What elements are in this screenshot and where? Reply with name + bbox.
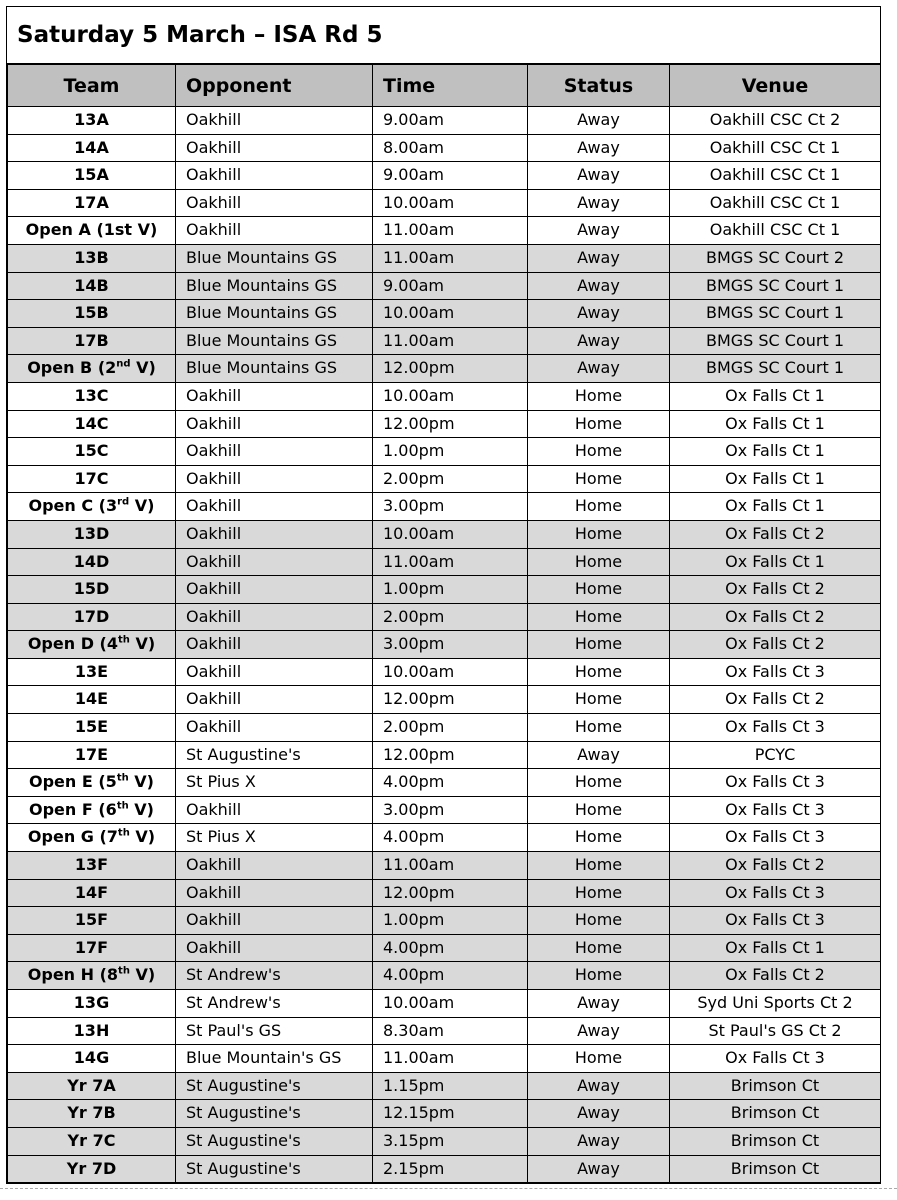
column-header-status: Status xyxy=(528,65,670,107)
team-name: Yr 7A xyxy=(67,1075,116,1095)
venue-cell: Ox Falls Ct 2 xyxy=(670,576,881,604)
venue-cell: Ox Falls Ct 1 xyxy=(670,548,881,576)
team-name: 17B xyxy=(74,330,109,350)
team-cell xyxy=(8,796,176,824)
opponent-cell: Oakhill xyxy=(176,852,373,880)
team-cell xyxy=(8,852,176,880)
table-row xyxy=(8,355,881,383)
team-cell xyxy=(8,107,176,135)
time-cell: 12.00pm xyxy=(373,410,528,438)
venue-cell: Ox Falls Ct 2 xyxy=(670,520,881,548)
team-name: 13G xyxy=(73,993,110,1012)
team-name: Yr 7C xyxy=(67,1130,116,1150)
status-cell: Home xyxy=(528,1045,670,1073)
opponent-cell: Blue Mountains GS xyxy=(176,355,373,383)
team-name: 13H xyxy=(73,1020,110,1040)
table-row xyxy=(8,438,881,466)
time-cell: 8.00am xyxy=(373,134,528,162)
opponent-cell: St Pius X xyxy=(176,769,373,797)
status-cell: Home xyxy=(528,410,670,438)
team-cell xyxy=(8,134,176,162)
time-cell: 1.00pm xyxy=(373,438,528,466)
team-cell xyxy=(8,465,176,493)
opponent-cell: Oakhill xyxy=(176,493,373,521)
team-name: 14B xyxy=(74,275,109,295)
table-row xyxy=(8,658,881,686)
venue-cell: Brimson Ct xyxy=(670,1072,881,1100)
status-cell: Away xyxy=(528,244,670,272)
venue-cell: Ox Falls Ct 1 xyxy=(670,382,881,410)
table-row xyxy=(8,769,881,797)
status-cell: Away xyxy=(528,134,670,162)
status-cell: Home xyxy=(528,658,670,686)
page-break-divider xyxy=(0,1188,897,1189)
time-cell: 4.00pm xyxy=(373,934,528,962)
venue-cell: Ox Falls Ct 2 xyxy=(670,603,881,631)
status-cell: Away xyxy=(528,189,670,217)
team-cell xyxy=(8,934,176,962)
status-cell: Away xyxy=(528,1155,670,1183)
time-cell: 12.00pm xyxy=(373,879,528,907)
table-row xyxy=(8,1017,881,1045)
table-row xyxy=(8,934,881,962)
time-cell: 12.00pm xyxy=(373,741,528,769)
team-cell xyxy=(8,1045,176,1073)
time-cell: 1.15pm xyxy=(373,1072,528,1100)
team-name: 17D xyxy=(73,606,110,626)
status-cell: Away xyxy=(528,355,670,383)
table-row xyxy=(8,272,881,300)
time-cell: 1.00pm xyxy=(373,576,528,604)
team-name: Open H (8 xyxy=(27,965,119,985)
status-cell: Away xyxy=(528,107,670,135)
venue-cell: Ox Falls Ct 1 xyxy=(670,465,881,493)
team-cell xyxy=(8,879,176,907)
status-cell: Away xyxy=(528,162,670,190)
time-cell: 3.00pm xyxy=(373,796,528,824)
opponent-cell: Oakhill xyxy=(176,576,373,604)
table-row xyxy=(8,852,881,880)
team-ordinal-suffix: th xyxy=(116,772,129,784)
team-name: 15B xyxy=(74,303,109,323)
venue-cell: Ox Falls Ct 2 xyxy=(670,686,881,714)
time-cell: 11.00am xyxy=(373,1045,528,1073)
time-cell: 11.00am xyxy=(373,852,528,880)
status-cell: Home xyxy=(528,852,670,880)
status-cell: Home xyxy=(528,438,670,466)
opponent-cell: Oakhill xyxy=(176,907,373,935)
opponent-cell: Oakhill xyxy=(176,438,373,466)
table-row xyxy=(8,631,881,659)
venue-cell: Ox Falls Ct 3 xyxy=(670,714,881,742)
opponent-cell: St Augustine's xyxy=(176,1100,373,1128)
opponent-cell: Oakhill xyxy=(176,686,373,714)
status-cell: Away xyxy=(528,1017,670,1045)
team-cell xyxy=(8,576,176,604)
table-row xyxy=(8,107,881,135)
team-name-tail: V) xyxy=(128,772,154,792)
team-cell xyxy=(8,714,176,742)
venue-cell: PCYC xyxy=(670,741,881,769)
team-cell xyxy=(8,1072,176,1100)
opponent-cell: Blue Mountains GS xyxy=(176,244,373,272)
venue-cell: BMGS SC Court 1 xyxy=(670,327,881,355)
status-cell: Home xyxy=(528,603,670,631)
venue-cell: BMGS SC Court 1 xyxy=(670,300,881,328)
team-name: Open E (5 xyxy=(29,772,117,792)
opponent-cell: Oakhill xyxy=(176,189,373,217)
team-cell xyxy=(8,824,176,852)
time-cell: 3.00pm xyxy=(373,493,528,521)
fixture-table xyxy=(7,64,881,1183)
team-cell xyxy=(8,244,176,272)
team-name-tail: V) xyxy=(130,358,156,378)
table-row xyxy=(8,824,881,852)
opponent-cell: St Augustine's xyxy=(176,741,373,769)
status-cell: Home xyxy=(528,907,670,935)
team-name-tail: V) xyxy=(129,634,156,654)
status-cell: Home xyxy=(528,934,670,962)
team-name: 13A xyxy=(74,110,109,129)
opponent-cell: St Augustine's xyxy=(176,1072,373,1100)
opponent-cell: Oakhill xyxy=(176,714,373,742)
status-cell: Home xyxy=(528,576,670,604)
time-cell: 8.30am xyxy=(373,1017,528,1045)
time-cell: 10.00am xyxy=(373,990,528,1018)
time-cell: 2.00pm xyxy=(373,465,528,493)
table-row xyxy=(8,300,881,328)
status-cell: Home xyxy=(528,879,670,907)
time-cell: 10.00am xyxy=(373,520,528,548)
status-cell: Away xyxy=(528,272,670,300)
opponent-cell: Oakhill xyxy=(176,603,373,631)
opponent-cell: Oakhill xyxy=(176,217,373,245)
team-name: 17A xyxy=(74,192,109,212)
table-row xyxy=(8,962,881,990)
opponent-cell: St Paul's GS xyxy=(176,1017,373,1045)
opponent-cell: St Augustine's xyxy=(176,1127,373,1155)
time-cell: 11.00am xyxy=(373,548,528,576)
team-name: 17F xyxy=(74,937,109,957)
team-cell xyxy=(8,962,176,990)
table-row xyxy=(8,410,881,438)
team-cell xyxy=(8,438,176,466)
opponent-cell: Oakhill xyxy=(176,658,373,686)
opponent-cell: Blue Mountains GS xyxy=(176,272,373,300)
time-cell: 10.00am xyxy=(373,189,528,217)
time-cell: 1.00pm xyxy=(373,907,528,935)
time-cell: 9.00am xyxy=(373,107,528,135)
team-cell xyxy=(8,410,176,438)
team-cell xyxy=(8,272,176,300)
time-cell: 4.00pm xyxy=(373,824,528,852)
venue-cell: Brimson Ct xyxy=(670,1155,881,1183)
time-cell: 10.00am xyxy=(373,658,528,686)
table-row xyxy=(8,327,881,355)
opponent-cell: Oakhill xyxy=(176,465,373,493)
team-name: 15D xyxy=(73,579,110,599)
team-name: 14F xyxy=(74,882,109,902)
table-row xyxy=(8,576,881,604)
team-name: 14D xyxy=(73,551,110,571)
team-ordinal-suffix: th xyxy=(116,800,129,812)
time-cell: 10.00am xyxy=(373,300,528,328)
team-name: Open B (2 xyxy=(27,358,117,378)
team-ordinal-suffix: th xyxy=(118,634,130,646)
table-row xyxy=(8,741,881,769)
time-cell: 9.00am xyxy=(373,162,528,190)
team-cell xyxy=(8,1017,176,1045)
opponent-cell: Oakhill xyxy=(176,879,373,907)
time-cell: 11.00am xyxy=(373,327,528,355)
status-cell: Home xyxy=(528,824,670,852)
venue-cell: Ox Falls Ct 3 xyxy=(670,796,881,824)
table-row xyxy=(8,990,881,1018)
team-name-tail: V) xyxy=(129,496,155,516)
column-header-venue: Venue xyxy=(670,65,881,107)
status-cell: Home xyxy=(528,493,670,521)
page-title: Saturday 5 March – ISA Rd 5 xyxy=(7,7,880,64)
status-cell: Home xyxy=(528,796,670,824)
column-header-opponent: Opponent xyxy=(176,65,373,107)
status-cell: Away xyxy=(528,1127,670,1155)
opponent-cell: St Pius X xyxy=(176,824,373,852)
status-cell: Away xyxy=(528,217,670,245)
team-name-tail: V) xyxy=(129,827,156,847)
table-row xyxy=(8,714,881,742)
table-row xyxy=(8,1100,881,1128)
team-name: 17E xyxy=(74,744,109,764)
venue-cell: Ox Falls Ct 3 xyxy=(670,658,881,686)
time-cell: 9.00am xyxy=(373,272,528,300)
venue-cell: BMGS SC Court 1 xyxy=(670,272,881,300)
venue-cell: Oakhill CSC Ct 2 xyxy=(670,107,881,135)
team-name: 15C xyxy=(74,441,109,461)
team-name: Open C (3 xyxy=(28,496,118,516)
time-cell: 3.15pm xyxy=(373,1127,528,1155)
opponent-cell: Blue Mountains GS xyxy=(176,327,373,355)
opponent-cell: Oakhill xyxy=(176,107,373,135)
venue-cell: Ox Falls Ct 3 xyxy=(670,907,881,935)
team-name: Open G (7 xyxy=(27,827,118,847)
team-cell xyxy=(8,1155,176,1183)
status-cell: Away xyxy=(528,300,670,328)
team-name: 15F xyxy=(74,910,109,930)
team-name: Yr 7B xyxy=(67,1103,116,1123)
table-row xyxy=(8,1155,881,1183)
team-name: 14E xyxy=(74,689,109,709)
opponent-cell: St Andrew's xyxy=(176,962,373,990)
team-name: 17C xyxy=(74,468,109,488)
opponent-cell: St Augustine's xyxy=(176,1155,373,1183)
time-cell: 3.00pm xyxy=(373,631,528,659)
venue-cell: Ox Falls Ct 1 xyxy=(670,934,881,962)
table-row xyxy=(8,382,881,410)
table-row xyxy=(8,465,881,493)
status-cell: Home xyxy=(528,382,670,410)
table-row xyxy=(8,879,881,907)
time-cell: 12.00pm xyxy=(373,686,528,714)
table-row xyxy=(8,134,881,162)
status-cell: Away xyxy=(528,1100,670,1128)
status-cell: Away xyxy=(528,741,670,769)
team-cell xyxy=(8,741,176,769)
status-cell: Home xyxy=(528,962,670,990)
table-row xyxy=(8,162,881,190)
team-name: Open F (6 xyxy=(29,799,117,819)
table-row xyxy=(8,1127,881,1155)
opponent-cell: Oakhill xyxy=(176,548,373,576)
venue-cell: Ox Falls Ct 2 xyxy=(670,631,881,659)
team-name: Yr 7D xyxy=(66,1158,117,1178)
time-cell: 2.00pm xyxy=(373,714,528,742)
status-cell: Away xyxy=(528,1072,670,1100)
venue-cell: Brimson Ct xyxy=(670,1127,881,1155)
opponent-cell: St Andrew's xyxy=(176,990,373,1018)
fixture-sheet xyxy=(6,6,881,1184)
time-cell: 2.00pm xyxy=(373,603,528,631)
team-cell xyxy=(8,520,176,548)
status-cell: Away xyxy=(528,327,670,355)
status-cell: Home xyxy=(528,714,670,742)
team-name: 13D xyxy=(73,523,110,543)
venue-cell: BMGS SC Court 1 xyxy=(670,355,881,383)
venue-cell: Oakhill CSC Ct 1 xyxy=(670,189,881,217)
venue-cell: BMGS SC Court 2 xyxy=(670,244,881,272)
team-cell xyxy=(8,603,176,631)
table-row xyxy=(8,1045,881,1073)
team-name: 15A xyxy=(74,165,109,185)
venue-cell: Ox Falls Ct 3 xyxy=(670,824,881,852)
team-cell xyxy=(8,907,176,935)
table-row xyxy=(8,244,881,272)
team-name: 14A xyxy=(74,137,109,157)
column-header-time: Time xyxy=(373,65,528,107)
status-cell: Home xyxy=(528,631,670,659)
team-cell xyxy=(8,162,176,190)
team-name: 15E xyxy=(74,717,109,737)
table-row xyxy=(8,603,881,631)
status-cell: Home xyxy=(528,686,670,714)
status-cell: Away xyxy=(528,990,670,1018)
table-row xyxy=(8,548,881,576)
opponent-cell: Blue Mountains GS xyxy=(176,300,373,328)
team-name: 13B xyxy=(74,247,109,267)
opponent-cell: Blue Mountain's GS xyxy=(176,1045,373,1073)
time-cell: 4.00pm xyxy=(373,962,528,990)
venue-cell: Ox Falls Ct 3 xyxy=(670,879,881,907)
team-ordinal-suffix: th xyxy=(117,828,130,840)
time-cell: 12.00pm xyxy=(373,355,528,383)
venue-cell: Ox Falls Ct 3 xyxy=(670,769,881,797)
venue-cell: Ox Falls Ct 1 xyxy=(670,493,881,521)
team-cell xyxy=(8,355,176,383)
status-cell: Home xyxy=(528,520,670,548)
team-cell xyxy=(8,990,176,1018)
column-header-team: Team xyxy=(8,65,176,107)
time-cell: 12.15pm xyxy=(373,1100,528,1128)
opponent-cell: Oakhill xyxy=(176,631,373,659)
time-cell: 4.00pm xyxy=(373,769,528,797)
team-ordinal-suffix: nd xyxy=(116,359,131,371)
time-cell: 2.15pm xyxy=(373,1155,528,1183)
table-row xyxy=(8,1072,881,1100)
table-row xyxy=(8,189,881,217)
table-row xyxy=(8,217,881,245)
table-row xyxy=(8,493,881,521)
time-cell: 11.00am xyxy=(373,217,528,245)
status-cell: Home xyxy=(528,465,670,493)
venue-cell: Ox Falls Ct 1 xyxy=(670,438,881,466)
team-name-tail: V) xyxy=(129,965,156,985)
team-name: 14C xyxy=(74,413,109,433)
team-name-tail: V) xyxy=(128,799,154,819)
team-cell xyxy=(8,1100,176,1128)
opponent-cell: Oakhill xyxy=(176,520,373,548)
venue-cell: Ox Falls Ct 2 xyxy=(670,962,881,990)
opponent-cell: Oakhill xyxy=(176,934,373,962)
team-name: 13E xyxy=(74,661,109,681)
opponent-cell: Oakhill xyxy=(176,796,373,824)
venue-cell: Oakhill CSC Ct 1 xyxy=(670,162,881,190)
table-row xyxy=(8,907,881,935)
team-ordinal-suffix: rd xyxy=(117,496,130,508)
team-name: 13C xyxy=(74,385,109,405)
venue-cell: Oakhill CSC Ct 1 xyxy=(670,217,881,245)
table-row xyxy=(8,520,881,548)
team-cell xyxy=(8,327,176,355)
team-name: Open A (1st V) xyxy=(25,220,158,240)
venue-cell: Oakhill CSC Ct 1 xyxy=(670,134,881,162)
venue-cell: Ox Falls Ct 3 xyxy=(670,1045,881,1073)
opponent-cell: Oakhill xyxy=(176,162,373,190)
venue-cell: St Paul's GS Ct 2 xyxy=(670,1017,881,1045)
venue-cell: Brimson Ct xyxy=(670,1100,881,1128)
team-cell xyxy=(8,548,176,576)
team-cell xyxy=(8,686,176,714)
team-cell xyxy=(8,300,176,328)
status-cell: Home xyxy=(528,548,670,576)
team-ordinal-suffix: th xyxy=(118,966,130,978)
team-cell xyxy=(8,769,176,797)
team-name: Open D (4 xyxy=(27,634,118,654)
team-cell xyxy=(8,493,176,521)
team-name: 14G xyxy=(73,1048,110,1068)
table-header-row xyxy=(8,65,881,107)
status-cell: Home xyxy=(528,769,670,797)
venue-cell: Syd Uni Sports Ct 2 xyxy=(670,990,881,1018)
time-cell: 10.00am xyxy=(373,382,528,410)
venue-cell: Ox Falls Ct 1 xyxy=(670,410,881,438)
team-name: 13F xyxy=(74,855,109,875)
table-row xyxy=(8,796,881,824)
team-cell xyxy=(8,1127,176,1155)
time-cell: 11.00am xyxy=(373,244,528,272)
team-cell xyxy=(8,631,176,659)
table-row xyxy=(8,686,881,714)
venue-cell: Ox Falls Ct 2 xyxy=(670,852,881,880)
team-cell xyxy=(8,189,176,217)
opponent-cell: Oakhill xyxy=(176,382,373,410)
opponent-cell: Oakhill xyxy=(176,134,373,162)
team-cell xyxy=(8,658,176,686)
team-cell xyxy=(8,382,176,410)
opponent-cell: Oakhill xyxy=(176,410,373,438)
team-cell xyxy=(8,217,176,245)
